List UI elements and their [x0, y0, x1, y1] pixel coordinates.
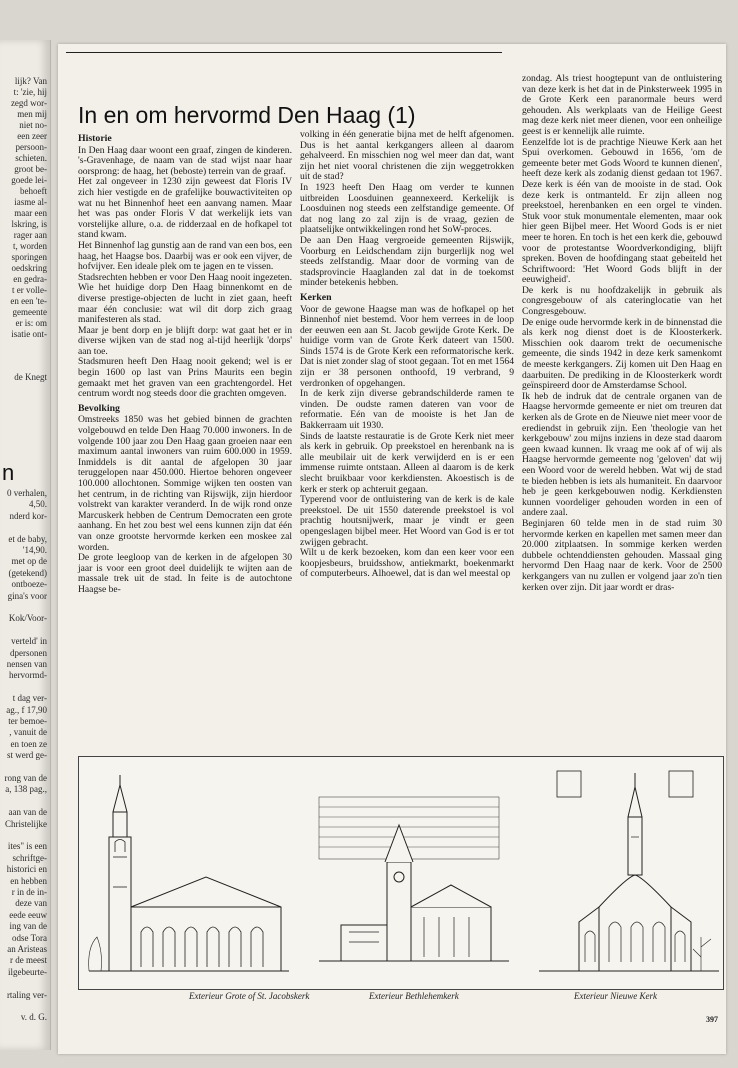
- paragraph: De kerk is nu hoofdzakelijk in gebruik als congresgebouw of als cateringlocatie van het Congresgebouw.: [522, 284, 722, 318]
- prev-page-line: Kok/Voor-: [8, 613, 47, 624]
- prev-page-line: et de baby,: [8, 533, 47, 544]
- prev-page-line: gina's voor: [7, 590, 47, 601]
- prev-page-line: 4,50.: [29, 499, 47, 510]
- prev-page-line: 0 verhalen,: [7, 488, 47, 498]
- column-1: [78, 130, 292, 596]
- prev-page-line: en een 'te-: [10, 296, 47, 306]
- caption-bethlehemkerk: Exterieur Bethlehemkerk: [369, 991, 459, 1001]
- caption-grote-kerk: Exterieur Grote of St. Jacobskerk: [189, 991, 310, 1001]
- previous-page-edge: [0, 40, 51, 1050]
- paragraph: In 1923 heeft Den Haag om verder te kunnen uitbreiden Loosduinen geannexeerd. Kerkelijk is Loosduinen nog steeds een zelfstandige gemeente. Of dat nog lang zo zal zijn is de vraag, gezien de plaatselijke ontwikkelingen rond het SoW-proces.: [300, 181, 514, 236]
- paragraph: Voor de gewone Haagse man was de hofkapel op het Binnenhof niet bestemd. Voor hem verrees in de loop der eeuwen een aan St. Jacob gewijde Grote Kerk. De huidige vorm van de Grote Kerk dateert van 1500. Sinds 1574 is de Grote Kerk een reformatorische kerk. Dat is niet zonder slag of stoot gegaan. Tot en met 1564 zijn er 38 personen onthoofd, 19 verbrand, 9 verdronken of opgehangen.: [300, 303, 514, 389]
- caption-nieuwe-kerk: Exterieur Nieuwe Kerk: [574, 991, 657, 1001]
- prev-page-line: r in de in-: [11, 887, 47, 897]
- prev-page-line: groot be-: [14, 164, 47, 174]
- section-heading: Historie: [78, 133, 112, 144]
- paragraph: Typerend voor de ontluistering van de kerk is de kale preekstoel. De uit 1550 daterende preekstoel is vol prachtig houtsnijwerk, maar je vindt er geen opengeslagen bijbel meer. Het Woord van God is er tot zwijgen gebracht.: [300, 494, 514, 548]
- column-2: [300, 130, 514, 580]
- page-number: 397: [706, 1015, 718, 1024]
- prev-page-line: goede lei-: [11, 175, 47, 185]
- article-title: In en om hervormd Den Haag (1): [78, 102, 416, 128]
- paragraph: Het Binnenhof lag gunstig aan de rand van een bos, een haag, het Haagse bos. Daarbij was er ook een vijver, de hofvijver. Een ideale plek om te jagen en te vissen.: [78, 239, 292, 273]
- paragraph: Eenzelfde lot is de prachtige Nieuwe Kerk aan het Spui overkomen. Gebouwd in 1656, 'om de gemeente beter met Gods Woord te kunnen dienen', heeft deze kerk als zodanig dienst gedaan tot 1967. Deze kerk is één van de mooiste in de stad. Ook deze kerk is ontmanteld. Er zijn alleen nog preekstoel, herenbanken en een orgel te vinden. Stuk voor stuk monumentale elementen, maar ook hier geen Bijbel meer. Het Woord Gods is er niet meer te horen. En toch is het een kerk die, gebouwd voor de protestantse Woordverkondiging, blijft spreken. Boven de hoofdingang staat gebeiteld het Schriftwoord: 'Het Woord Gods blijft in der eeuwigheid'.: [522, 136, 722, 286]
- prev-page-line: ing van de: [9, 921, 47, 932]
- prev-page-line: oedskring: [11, 263, 47, 273]
- prev-page-line: schriftge-: [12, 852, 47, 863]
- paragraph: De aan Den Haag vergroeide gemeenten Rijswijk, Voorburg en Leidschendam zijn burgerlijk nog wel steeds zelfstandig. Maar door de vorming van de stadsprovincie Haaglanden zal dat in de toekomst minder betekenis hebben.: [300, 234, 514, 289]
- prev-page-line: (getekend): [8, 567, 47, 578]
- prev-page-line: verteld' in: [11, 636, 47, 647]
- prev-page-line: sporingen: [11, 252, 47, 262]
- prev-page-line: Christelijke: [5, 818, 47, 829]
- prev-page-line: st werd ge-: [7, 750, 47, 761]
- nieuwe-kerk-drawing: [539, 771, 719, 971]
- paragraph: Wilt u de kerk bezoeken, kom dan een keer voor een koopjesbeurs, bruidsshow, antiekmarkt, boekenmarkt of computerbeurs. Alhoewel, dat is dan wel meestal op: [300, 547, 514, 580]
- prev-page-line: maar een: [14, 208, 47, 218]
- prev-page-line: niet no-: [19, 120, 47, 130]
- prev-page-line: ter bemoe-: [8, 716, 47, 726]
- section-heading: Kerken: [300, 291, 332, 303]
- paragraph: In Den Haag daar woont een graaf, zingen de kinderen. 's-Gravenhage, de naam van de stad wijst naar haar oorsprong: de haag, het (beboste) terrein van de graaf.: [78, 144, 292, 177]
- paragraph: Maar je bent dorp en je blijft dorp: wat gaat het er in diverse wijken van de stad nog al-tijd heerlijk 'dorps' aan toe.: [78, 324, 292, 357]
- column-3: [522, 74, 722, 593]
- paragraph: De enige oude hervormde kerk in de binnenstad die als kerk nog dienst doet is de Kloosterkerk. Misschien ook daarom trekt de oecumenische gemeente, die sinds 1942 in deze kerk samenkomt de meeste kerkgangers. Zij komen uit Den Haag en daarbuiten. De prediking in de Kloosterkerk wordt geïnspireerd door de Amsterdamse School.: [522, 316, 722, 392]
- paragraph: Omstreeks 1850 was het gebied binnen de grachten volgebouwd en telde Den Haag 70.000 inwoners. In de volgende 100 jaar zou Den Haag gaan groeien naar een maximum aantal inwoners van ruim 600.000 in 1959. Inmiddels is dit aantal de afgelopen 30 jaar teruggelopen naar 450.000. Hiertoe behoren ongeveer 100.000 allochtonen. Sommige wijken ten oosten van het centrum, in de richting van Rijswijk, zijn hierdoor volstrekt van karakter veranderd. In de wijk rond onze Marcuskerk hebben de Centrum Democraten een grote aanhang. En het zou best wel eens kunnen zijn dat één van onze grootste hervormde kerken een moskee zal worden.: [78, 414, 292, 553]
- prev-page-line: en hebben: [10, 875, 47, 886]
- paragraph: Sinds de laatste restauratie is de Grote Kerk niet meer als kerk in gebruik. Op preekstoel en herenbank na is alle meubilair uit de kerk verwijderd en is er een immense ruimte ontstaan. Alleen al daarom is de kerk slecht bruikbaar voor kerkdiensten. Akoestisch is de kerk er sterk op achteruit gegaan.: [300, 430, 514, 495]
- prev-page-line: persoon-: [15, 142, 47, 152]
- prev-page-line: aan van de: [8, 807, 47, 818]
- prev-page-line: rtaling ver-: [6, 989, 47, 1000]
- grote-kerk-drawing: [89, 775, 289, 971]
- prev-page-line: een zeer: [17, 131, 47, 141]
- prev-page-line: a, 138 pag.,: [5, 784, 47, 795]
- prev-page-line: nensen van: [6, 659, 47, 669]
- paragraph: Ik heb de indruk dat de centrale organen van de Haagse hervormde gemeente er niet om treuren dat kerken als de Grote en de Nieuwe niet meer voor de erediendst in gebruik zijn. Een 'theologie van het kerkgebouw' zou mijns inziens in deze stad daarom geen kwaad kunnen. Ik vraag me ook af of wij als Haagse hervormde gemeente nog 'geloven' dat wij een Woord voor de wereld hebben. Wat wij de stad te bieden hebben is iets als humaniteit. En daarvoor heb je geen kerkgebouwen nodig. Kerkdiensten kunnen voordeliger gehouden worden in een of andere zaal.: [522, 390, 722, 519]
- prev-page-line: nderd kor-: [9, 510, 47, 521]
- prev-page-line: gemeente: [12, 307, 47, 317]
- prev-page-line: men mij: [17, 109, 47, 119]
- bethlehemkerk-drawing: [319, 797, 509, 961]
- prev-page-line: en gedra-: [13, 274, 47, 284]
- prev-page-line: ites" is een: [7, 841, 47, 852]
- paragraph: De grote leegloop van de kerken in de afgelopen 30 jaar is voor een groot deel duidelijk te wijten aan de massale trek uit de stad. In feite is de autochtone Haagse be-: [78, 552, 292, 595]
- prev-page-line: ontboeze-: [11, 579, 47, 590]
- prev-page-line: rong van de: [4, 773, 47, 783]
- prev-page-line: historici en: [6, 864, 47, 875]
- prev-page-line: hervormd-: [9, 670, 47, 681]
- prev-page-heading-fragment: n: [2, 460, 15, 485]
- prev-page-line: de Knegt: [14, 372, 47, 382]
- prev-page-line: , vanuit de: [9, 727, 47, 738]
- prev-page-line: ilgebeurte-: [8, 966, 47, 977]
- church-drawings: [79, 757, 723, 989]
- prev-page-line: eede eeuw: [9, 909, 47, 920]
- prev-page-line: r de meest: [10, 955, 47, 966]
- prev-page-line: isatie ont-: [11, 329, 47, 339]
- paragraph: Het zal ongeveer in 1230 zijn geweest dat Floris IV zich hier vestigde en de grafelijke bouwactiviteiten op wat nu het Binnenhof heet een aanvang namen. Maar het was pas onder Floris V dat werkelijk iets van vorstelijke allure, o.a. de ridderzaal en de hofkapel tot stand kwam.: [78, 176, 292, 241]
- prev-page-line: rager aan: [13, 230, 47, 240]
- top-rule: [66, 52, 502, 53]
- prev-page-line: zegd wor-: [10, 98, 47, 108]
- prev-page-line: v. d. G.: [20, 1012, 47, 1023]
- prev-page-line: iasme al-: [14, 197, 47, 207]
- prev-page-line: deze van: [15, 898, 47, 909]
- prev-page-line: t, worden: [13, 241, 47, 251]
- prev-page-line: met op de: [11, 556, 47, 567]
- prev-page-line: er is: om: [15, 318, 47, 328]
- paragraph: Stadsrechten hebben er voor Den Haag nooit ingezeten. Wie het huidige dorp Den Haag binnenkomt en de diverse prestige-objecten de lucht in ziet gaan, heeft maar één conclusie: wat wil dit dorp zich graag manifesteren als stad.: [78, 271, 292, 326]
- prev-page-line: en toen ze: [10, 738, 47, 749]
- prev-page-line: an Aristeas: [7, 944, 47, 954]
- paragraph: Stadsmuren heeft Den Haag nooit gekend; wel is er begin 1600 op last van Prins Maurits een begin gemaakt met het graven van een grachtengordel. Het centrum wordt nog steeds door die grachten omgeven.: [78, 356, 292, 400]
- paragraph: zondag. Als triest hoogtepunt van de ontluistering van deze kerk is het dat in de Pinksterweek 1995 in de Grote Kerk een paranormale beurs werd gehouden. Als werkplaats van de Heilige Geest mag deze kerk niet meer dienen, voor een onheilige geest is er kennelijk alle ruimte.: [522, 73, 722, 137]
- prev-page-line: '14,90.: [22, 545, 47, 555]
- article-page: [58, 44, 726, 1054]
- prev-page-line: odse Tora: [12, 932, 47, 943]
- section-heading: Bevolking: [78, 402, 120, 414]
- illustration-panel: [78, 756, 724, 1001]
- prev-page-line: behoeft: [20, 186, 47, 196]
- prev-page-line: ag., f 17,90: [6, 704, 47, 715]
- prev-page-line: schieten.: [15, 153, 47, 163]
- prev-page-line: t er volle-: [12, 285, 47, 295]
- prev-page-line: lijk? Van: [14, 76, 47, 86]
- paragraph: Beginjaren 60 telde men in de stad ruim 30 hervormde kerken en kapellen met samen meer dan 20.000 zitplaatsen. In sommige kerken werden dubbele ochtenddiensten gehouden. Massaal ging hervormd Den Haag naar de kerk. Voor de 2500 kerkgangers van nu zullen er volgend jaar zo'n tien kerken over zijn. Dit jaar wordt er dras-: [522, 517, 722, 593]
- paragraph: In de kerk zijn diverse gebrandschilderde ramen te vinden. De oudste ramen dateren van voor de reformatie. Eén van de mooiste is het Jan de Bakkerraam uit 1930.: [300, 388, 514, 432]
- paragraph: volking in één generatie bijna met de helft afgenomen. Dus is het aantal kerkgangers alleen al daarom gehalveerd. En misschien nog wel meer dan dat, want zijn het niet vooral christenen die zijn weggetrokken uit de stad?: [300, 129, 514, 183]
- prev-page-line: t dag ver-: [12, 693, 47, 704]
- prev-page-line: lskring, is: [11, 219, 47, 229]
- prev-page-line: t: 'zie, hij: [13, 87, 47, 97]
- prev-page-line: dpersonen: [10, 647, 47, 658]
